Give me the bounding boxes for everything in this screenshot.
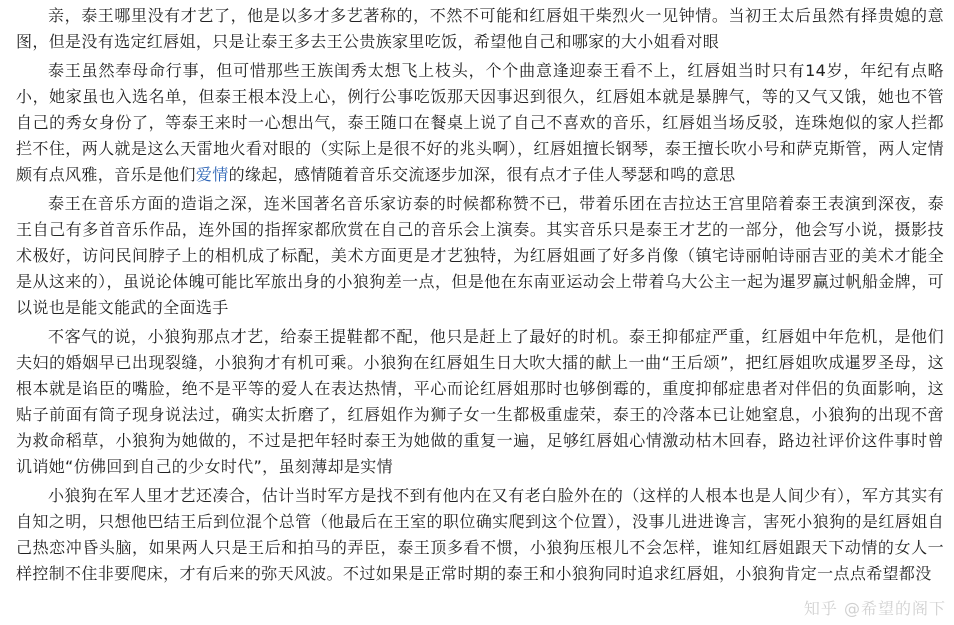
paragraph-2-text: 泰王虽然奉母命行事，但可惜那些王族闺秀太想飞上枝头，个个曲意逢迎泰王看不上，红唇姐当时只有14岁，年纪有点略小，她家虽也入选名单，但泰王根本没上心，例行公事吃饭那天因事迟到很久，红唇姐本就是暴脾气，等的又气又饿，她也不管自己的秀女身份了，等泰王来时一心想出气，泰王随口在餐桌上说了自己不喜欢的音乐，红唇姐当场反驳，连珠炮似的家人拦都拦不住，两人就是这么天雷地火看对眼的（实际上是很不好的兆头啊），红唇姐擅长钢琴，泰王擅长吹小号和萨克斯管，两人定情颇有点风雅，音乐是他们 — [16, 61, 944, 184]
watermark: 知乎 @希望的阁下 — [803, 599, 946, 618]
paragraph-1 — [16, 3, 944, 55]
paragraph-3 — [16, 191, 944, 321]
paragraph-2 — [16, 58, 944, 188]
paragraph-2-text-after: 的缘起，感情随着音乐交流逐步加深，很有点才子佳人琴瑟和鸣的意思 — [228, 165, 736, 184]
paragraph-5 — [16, 483, 944, 587]
paragraph-5-text: 小狼狗在军人里才艺还凑合，估计当时军方是找不到有他内在又有老白脸外在的（这样的人根本也是人间少有），军方其实有自知之明，只想他巴结王后到位混个总管（他最后在王室的职位确实爬到这个位置），没事儿进进谗言，害死小狼狗的是红唇姐自己热恋冲昏头脑，如果两人只是王后和拍马的弄臣，泰王顶多看不惯，小狼狗压根儿不会怎样，谁知红唇姐跟天下动情的女人一样控制不住非要爬床，才有后来的弥天风波。不过如果是正常时期的泰王和小狼狗同时追求红唇姐，小狼狗肯定一点点希望都没 — [16, 486, 944, 583]
paragraph-4-text: 不客气的说，小狼狗那点才艺，给泰王提鞋都不配，他只是赶上了最好的时机。泰王抑郁症严重，红唇姐中年危机，是他们夫妇的婚姻早已出现裂缝，小狼狗才有机可乘。小狼狗在红唇姐生日大吹大擂的献上一曲“王后颂”，把红唇姐吹成暹罗圣母，这根本就是谄臣的嘴脸，绝不是平等的爱人在表达热情，平心而论红唇姐那时也够倒霉的，重度抑郁症患者对伴侣的负面影响，这贴子前面有筒子现身说法过，确实太折磨了，红唇姐作为狮子女一生都极重虚荣，泰王的冷落本已让她窒息，小狼狗的出现不啻为救命稻草，小狼狗为她做的，不过是把年轻时泰王为她做的重复一遍，足够红唇姐心情激动枯木回春，路边社评价这件事时曾讥诮她“仿佛回到自己的少女时代”，虽刻薄却是实情 — [16, 327, 944, 476]
love-keyword-link[interactable]: 爱情 — [195, 165, 229, 184]
paragraph-3-text: 泰王在音乐方面的造诣之深，连米国著名音乐家访泰的时候都称赞不已，带着乐团在吉拉达王宫里陪着泰王表演到深夜，泰王自己有多首音乐作品，连外国的指挥家都欣赏在自己的音乐会上演奏。其实音乐只是泰王才艺的一部分，他会写小说，摄影技术极好，访问民间脖子上的相机成了标配，美术方面更是才艺独特，为红唇姐画了好多肖像（镇宅诗丽帕诗丽吉亚的美术才能全是从这来的），虽说论体魄可能比军旅出身的小狼狗差一点，但是他在东南亚运动会上带着乌大公主一起为暹罗赢过帆船金牌，可以说也是能文能武的全面选手 — [16, 194, 944, 317]
paragraph-4 — [16, 324, 944, 480]
paragraph-1-text: 亲，泰王哪里没有才艺了，他是以多才多艺著称的，不然不可能和红唇姐干柴烈火一见钟情。当初王太后虽然有择贵媳的意图，但是没有选定红唇姐，只是让泰王多去王公贵族家里吃饭，希望他自己和哪家的大小姐看对眼 — [16, 6, 944, 51]
